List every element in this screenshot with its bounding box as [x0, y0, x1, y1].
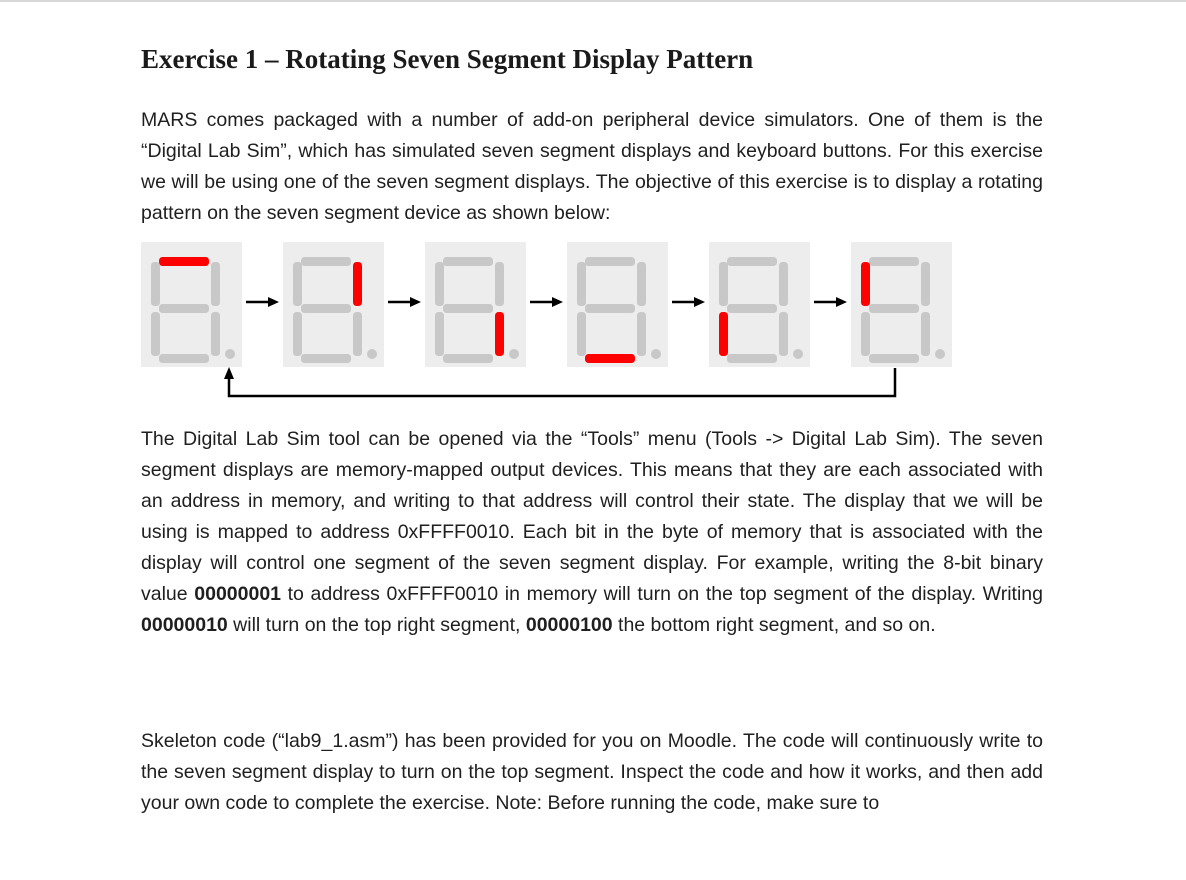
arrow-head	[552, 297, 563, 307]
seven-segment-display	[425, 242, 526, 367]
segment-middle	[869, 304, 919, 313]
text-run: the bottom right segment, and so on.	[612, 614, 936, 636]
binary-value-00000010: 00000010	[141, 614, 228, 636]
segment-middle	[301, 304, 351, 313]
loop-back-arrow-line	[229, 368, 895, 396]
segment-top-left	[435, 262, 444, 306]
loop-back-arrow-head	[224, 367, 234, 379]
segment-top-right	[211, 262, 220, 306]
segment-top-right	[495, 262, 504, 306]
decimal-point	[509, 349, 519, 359]
segment-bottom-right	[353, 312, 362, 356]
segment-bottom-right	[921, 312, 930, 356]
segment-top	[585, 257, 635, 266]
segment-bottom-right	[779, 312, 788, 356]
figure-svg	[141, 236, 1043, 406]
decimal-point	[225, 349, 235, 359]
seven-segment-display	[709, 242, 810, 367]
segment-bottom-left	[435, 312, 444, 356]
decimal-point	[651, 349, 661, 359]
intro-paragraph: MARS comes packaged with a number of add-on peripheral device simulators. One of them is the “Digital Lab Sim”, which has simulated seven segment displays and keyboard buttons. For this exercise we will be using one of the seven segment displays. The objective of this exercise is to display a rotating pattern on the seven segment device as shown below:	[141, 109, 1043, 224]
decimal-point	[367, 349, 377, 359]
segment-top-left	[293, 262, 302, 306]
segment-middle	[443, 304, 493, 313]
text-run: to address 0xFFFF0010 in memory will turn on the top segment of the display. Writing	[281, 583, 1043, 605]
text-run: The Digital Lab Sim tool can be opened via the “Tools” menu (Tools -> Digital Lab Sim). The seven segment displays are memory-mapped output devices. This means that they are each associated with an address in memory, and writing to that address will control their state. The display that we will be using is mapped to address 0xFFFF0010. Each bit in the byte of memory that is associated with the display will control one segment of the seven segment display. For example, writing the 8-bit binary value	[141, 428, 1043, 605]
segment-top	[869, 257, 919, 266]
seven-segment-display	[141, 242, 242, 367]
segment-bottom	[869, 354, 919, 363]
arrow-head	[694, 297, 705, 307]
segment-top	[301, 257, 351, 266]
segment-top-left	[151, 262, 160, 306]
segment-top-left	[577, 262, 586, 306]
segment-middle	[727, 304, 777, 313]
segment-top	[443, 257, 493, 266]
decimal-point	[793, 349, 803, 359]
binary-value-00000100: 00000100	[525, 614, 613, 636]
segment-bottom-right-lit	[495, 312, 504, 356]
binary-value-00000001: 00000001	[194, 583, 282, 605]
digital-lab-sim-paragraph	[141, 424, 1043, 641]
decimal-point	[935, 349, 945, 359]
segment-middle	[585, 304, 635, 313]
segment-bottom	[301, 354, 351, 363]
exercise-title: Exercise 1 – Rotating Seven Segment Display Pattern	[141, 44, 754, 74]
arrow-head	[268, 297, 279, 307]
segment-top-right	[637, 262, 646, 306]
segment-top-lit	[159, 257, 209, 266]
seven-segment-display	[851, 242, 952, 367]
text-run: will turn on the top right segment,	[227, 614, 526, 636]
seven-segment-display	[283, 242, 384, 367]
seven-segment-display	[567, 242, 668, 367]
segment-bottom-right	[211, 312, 220, 356]
segment-top-right	[779, 262, 788, 306]
segment-bottom-left	[577, 312, 586, 356]
segment-top-right-lit	[353, 262, 362, 306]
arrow-head	[410, 297, 421, 307]
segment-bottom-left	[861, 312, 870, 356]
segment-bottom-left-lit	[719, 312, 728, 356]
arrow-head	[836, 297, 847, 307]
segment-top	[727, 257, 777, 266]
segment-bottom	[159, 354, 209, 363]
segment-bottom-lit	[585, 354, 635, 363]
segment-bottom-left	[293, 312, 302, 356]
segment-top-left-lit	[861, 262, 870, 306]
segment-top-right	[921, 262, 930, 306]
segment-middle	[159, 304, 209, 313]
seven-segment-rotation-figure	[141, 236, 1043, 406]
skeleton-code-paragraph: Skeleton code (“lab9_1.asm”) has been provided for you on Moodle. The code will continuously write to the seven segment display to turn on the top segment. Inspect the code and how it works, and then add your own code to complete the exercise. Note: Before running the code, make sure to	[141, 730, 1043, 814]
segment-top-left	[719, 262, 728, 306]
segment-bottom	[727, 354, 777, 363]
segment-bottom	[443, 354, 493, 363]
page-top-rule	[0, 0, 1186, 2]
segment-bottom-right	[637, 312, 646, 356]
segment-bottom-left	[151, 312, 160, 356]
